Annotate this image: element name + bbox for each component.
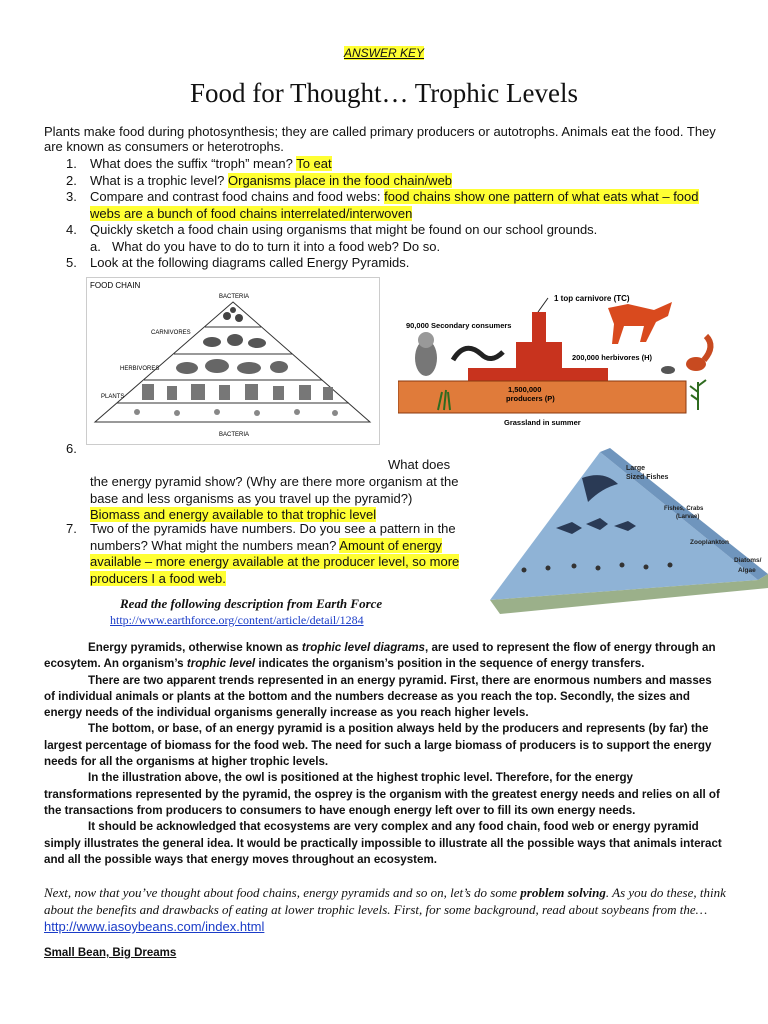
- bacteria-icons: [223, 307, 243, 322]
- desc-paragraph-4: In the illustration above, the owl is positioned at the highest trophic level. Therefore, for the energy transformations represented by the pyramid, the osprey is the organism with the greatest energy needs and relies on all of the transactions from producers to consumers to have enough energy left over to fill its own energy needs.: [44, 771, 720, 817]
- figure1-label-herbivores: HERBIVORES: [120, 366, 160, 372]
- answer-3: food chains show one pattern of what eats what – food webs are a bunch of food chains interrelated/interwoven: [90, 189, 699, 221]
- section-heading-small-bean: Small Bean, Big Dreams: [44, 947, 177, 959]
- question-6: the energy pyramid show? (Why are there more organism at the base and less organisms as you travel up the pyramid?) Biomass and energy available to that trophic level: [90, 474, 459, 522]
- answer-1: To eat: [296, 156, 332, 171]
- figure1-label-top: BACTERIA: [219, 294, 250, 300]
- question-2: 2. What is a trophic level? Organisms place in the food chain/web: [66, 172, 453, 188]
- label-herbivores: 200,000 herbivores (H): [572, 353, 653, 362]
- squirrel-icon: [686, 336, 711, 371]
- intro-paragraph: Plants make food during photosynthesis; they are called primary producers or autotrophs. Animals eat the food. They are known as consumers or heterotrophs.: [44, 124, 716, 154]
- fox-icon: [608, 302, 672, 344]
- grassland-pyramid-figure: [398, 282, 732, 430]
- herbivore-icons: [176, 359, 288, 374]
- snake-icon: [453, 348, 503, 360]
- figure1-label-plants: PLANTS: [101, 394, 125, 400]
- label-larvae: (Larvae): [676, 514, 700, 520]
- carnivore-icons: [203, 334, 266, 348]
- label-top-carnivore: 1 top carnivore (TC): [554, 294, 630, 303]
- question-3: 3. Compare and contrast food chains and food webs: food chains show one pattern of what eats what – food webs are a bunch of food chains interrelated/interwoven: [66, 189, 699, 221]
- pyramid-outline: [95, 302, 370, 422]
- food-chain-pyramid-figure: [86, 277, 380, 445]
- answer-6: Biomass and energy available to that trophic level: [90, 507, 377, 522]
- label-diatoms: Diatoms/: [734, 557, 762, 564]
- question-list: [66, 156, 726, 272]
- pyramid-secondary-bar: [516, 342, 562, 368]
- marine-pyramid-figure: [490, 448, 768, 614]
- label-fishes-crabs: Fishes, Crabs: [664, 506, 704, 512]
- desc-paragraph-5: It should be acknowledged that ecosystems are very complex and any food chain, food web or energy pyramid simply illustrates the general idea. It would be practically impossible to illustrate all the possible ways that animals interact and all the possible ways that energy moves throughout an ecosystem.: [44, 820, 722, 866]
- label-caption: Grassland in summer: [504, 418, 581, 427]
- answer-2: Organisms place in the food chain/web: [228, 172, 453, 188]
- plant-icons: [142, 384, 333, 400]
- question-4: 4. Quickly sketch a food chain using organisms that might be found on our school grounds.: [66, 222, 598, 237]
- question-7: 7. Two of the pyramids have numbers. Do you see a pattern in the numbers? What might the numbers mean? Amount of energy available – more energy available at the producer level, so more producers I a food web.: [66, 521, 460, 586]
- answer-7: Amount of energy available – more energy available at the producer level, so more producers I a food web.: [90, 537, 460, 586]
- description-text: [44, 640, 724, 868]
- page-title: Food for Thought… Trophic Levels: [189, 78, 578, 108]
- desc-paragraph-1: Energy pyramids, otherwise known as trophic level diagrams, are used to represent the flow of energy through an ecosytem. An organism’s trophic level indicates the organism’s position in the sequence of energy transfers.: [44, 641, 716, 671]
- owl-icon: [415, 332, 437, 376]
- question-6-lead: What does: [388, 457, 451, 472]
- label-secondary: 90,000 Secondary consumers: [406, 321, 512, 330]
- desc-paragraph-3: The bottom, or base, of an energy pyramid is a position always held by the producers and represents (by far) the largest percentage of biomass for the food web. The need for such a large biomass of producers is to support the energy needs for all the organisms at higher trophic levels.: [44, 722, 712, 769]
- figure1-label-bottom: BACTERIA: [219, 432, 250, 438]
- answer-key-label: ANSWER KEY: [343, 46, 424, 60]
- label-large: Large: [626, 465, 646, 472]
- label-algae: Algae: [738, 567, 756, 574]
- label-sized-fishes: Sized Fishes: [626, 474, 669, 481]
- bottom-bacteria-icons: [134, 409, 338, 416]
- label-producers: producers (P): [506, 394, 555, 403]
- plant-icon: [690, 380, 706, 410]
- pyramid-top-bar: [532, 312, 546, 342]
- figure1-title: FOOD CHAIN: [90, 281, 141, 290]
- label-zooplankton: Zooplankton: [690, 539, 729, 546]
- next-paragraph: Next, now that you’ve thought about food chains, energy pyramids and so on, let’s do some problem solving. As you do these, think about the benefits and drawbacks of eating at lower trophic levels. First, for some background, read about soybeans from the… http://www.iasoybeans.com/index.html: [44, 885, 726, 934]
- question-4a: a. What do you have to do to turn it into a food web? Do so.: [90, 238, 441, 254]
- label-producers-count: 1,500,000: [508, 385, 542, 394]
- figure1-label-carnivores: CARNIVORES: [151, 330, 191, 336]
- earthforce-link[interactable]: http://www.earthforce.org/content/article/detail/1284: [110, 613, 364, 627]
- question-1: 1. What does the suffix “troph” mean? To eat: [66, 156, 332, 171]
- mouse-icon: [661, 366, 675, 374]
- question-5: 5. Look at the following diagrams called Energy Pyramids.: [66, 255, 410, 270]
- pyramid-herbivore-bar: [468, 368, 608, 381]
- pointer-line: [538, 298, 548, 312]
- desc-paragraph-2: There are two apparent trends represented in an energy pyramid. First, there are enormous numbers and masses of individual animals or plants at the bottom and the numbers decrease as you reach the top. Secondly, the sizes and energy needs of the individual organisms generally increase as you reach higher levels.: [44, 673, 712, 720]
- read-heading: Read the following description from Earth Force: [120, 596, 383, 611]
- iasoybeans-link[interactable]: http://www.iasoybeans.com/index.html: [44, 919, 265, 934]
